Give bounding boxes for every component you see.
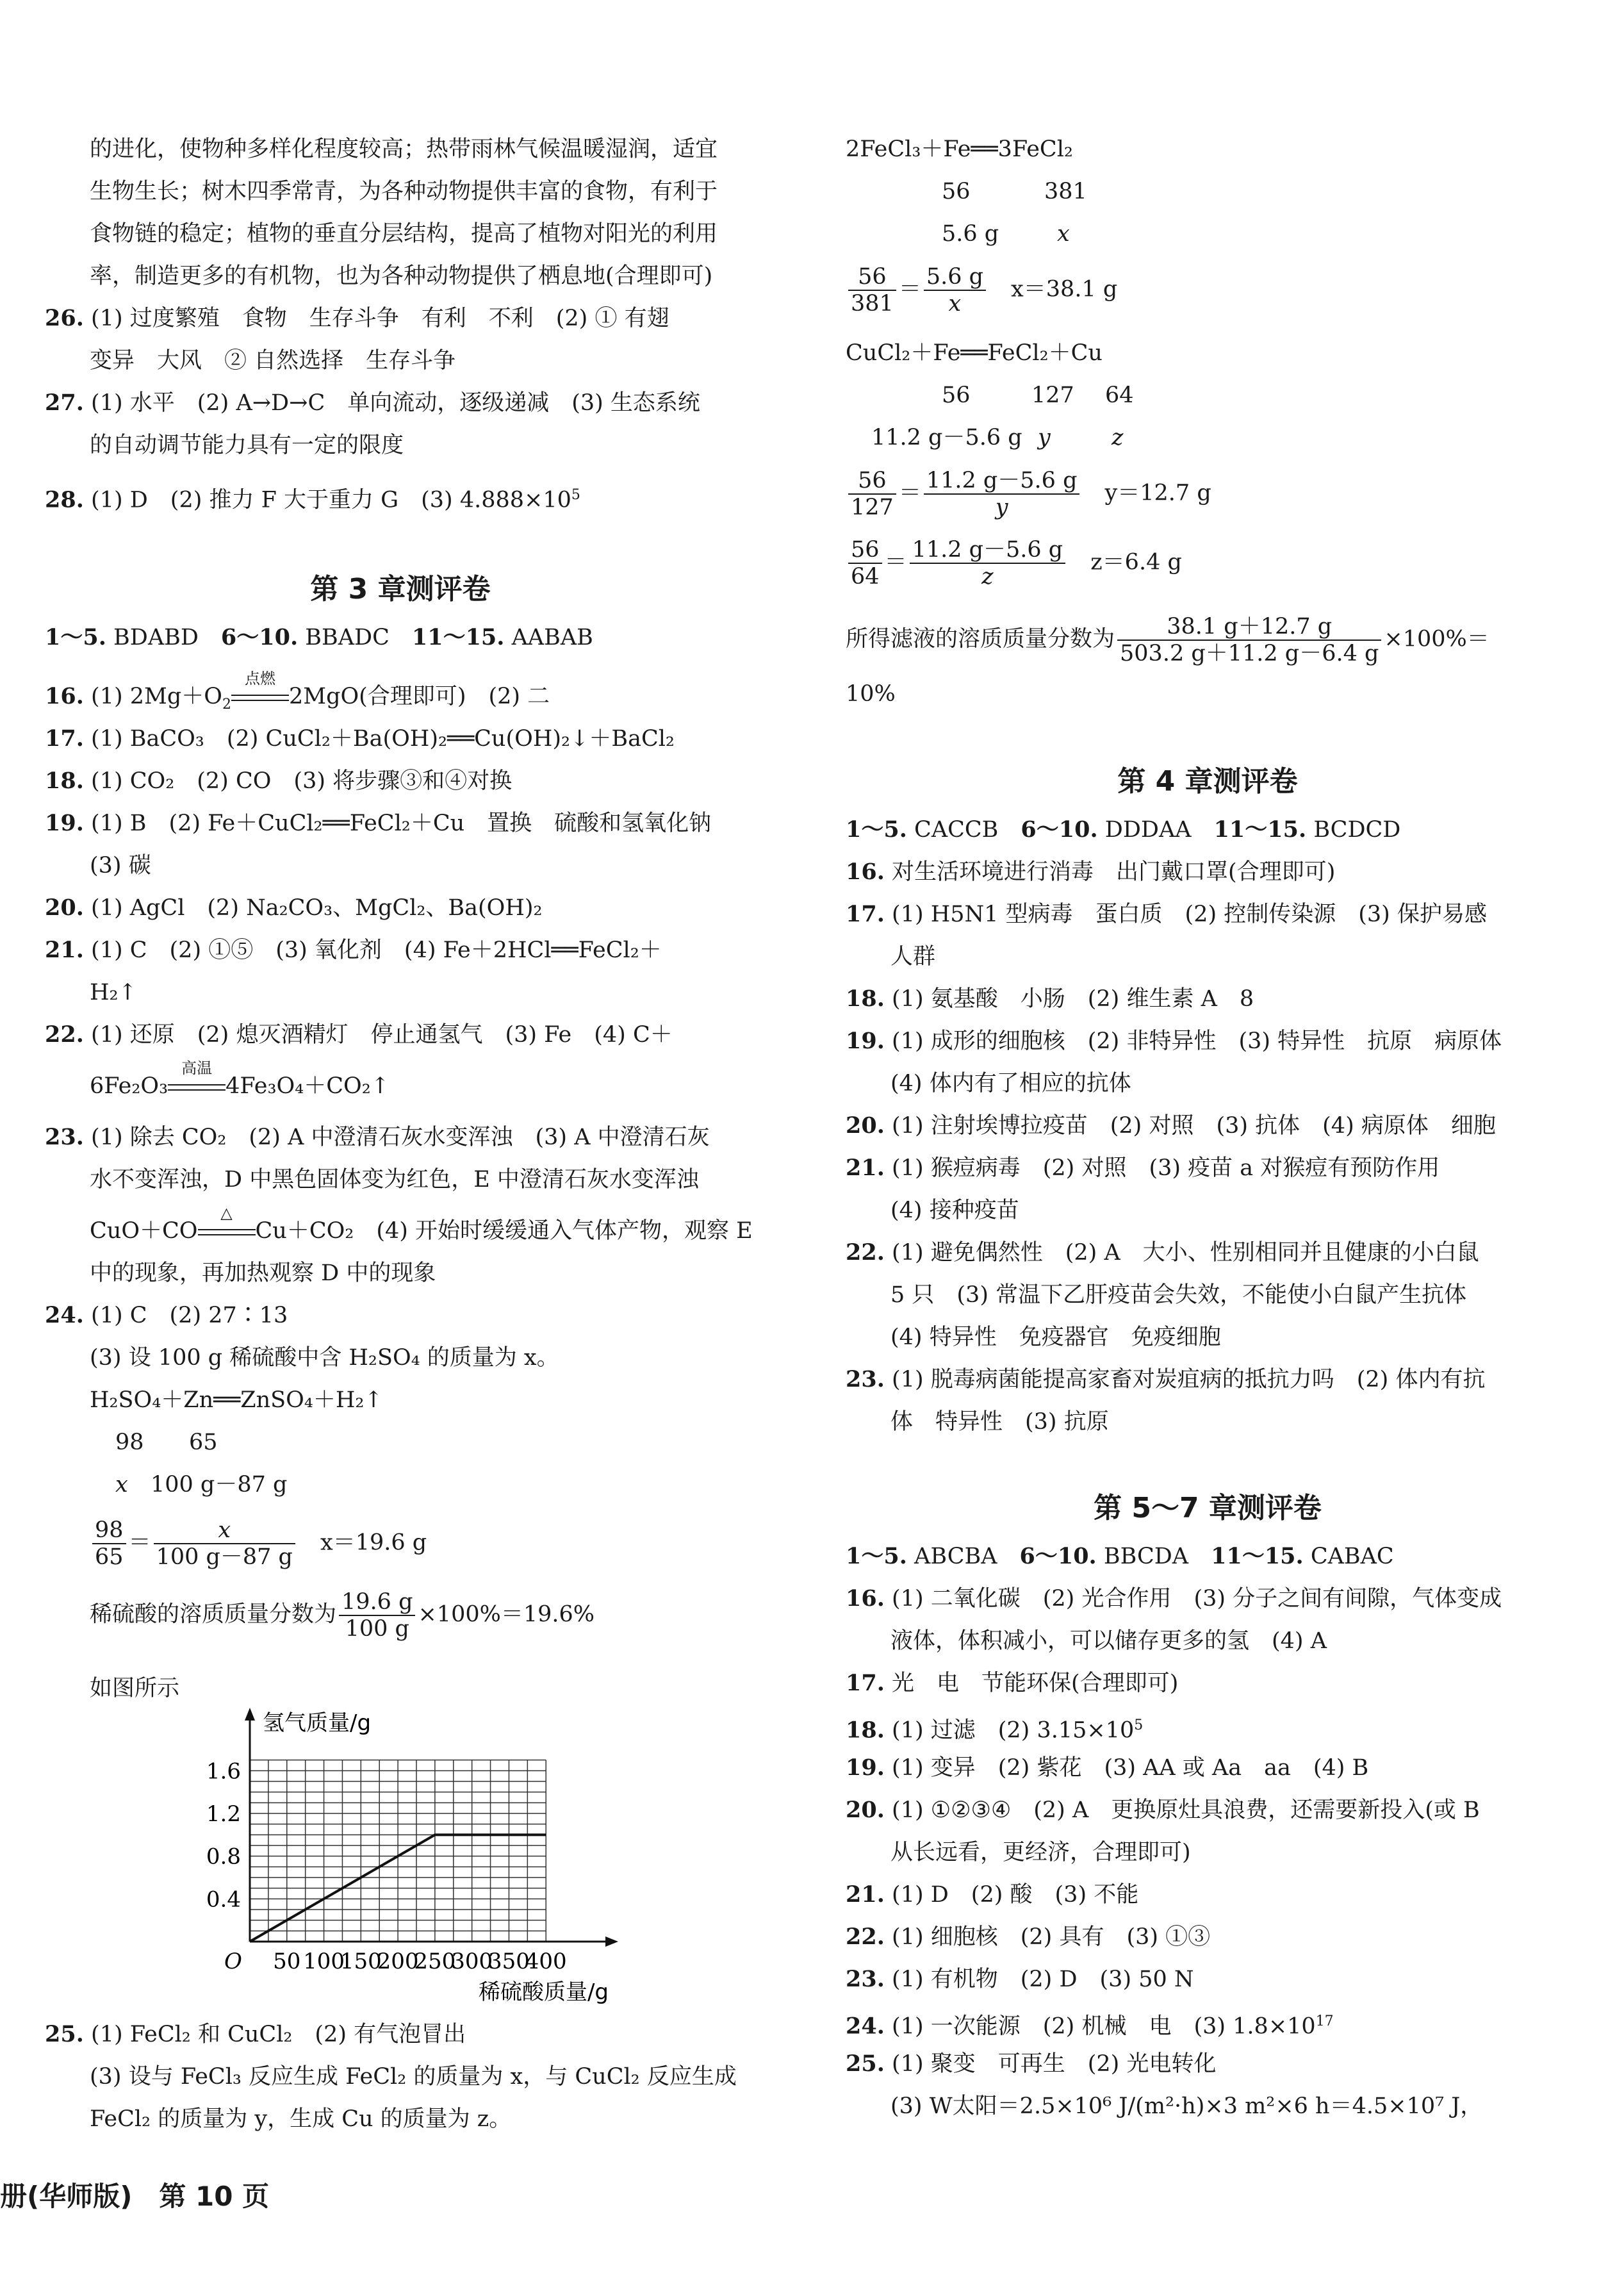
d16: 16. (1) 二氧化碳 (2) 光合作用 (3) 分子之间有间隙，气体变成 [846, 1585, 1502, 1612]
q24-d2: 65 [189, 1430, 218, 1455]
q23-condition: △ [198, 1215, 256, 1247]
d23: 23. (1) 有机物 (2) D (3) 50 N [846, 1966, 1194, 1992]
x-tick-label: 100 [303, 1949, 345, 1974]
x-tick-label: 400 [525, 1949, 567, 1974]
q23-a: (1) 除去 CO₂ (2) A 中澄清石灰水变浑浊 (3) A 中澄清石灰 [91, 1125, 710, 1150]
r-eq2: CuCl₂＋Fe══FeCl₂＋Cu [846, 340, 1103, 366]
q16-number: 16. [45, 683, 84, 709]
q20 [45, 892, 543, 924]
q21-number: 21. [45, 937, 84, 963]
r-eq2-v2: y [1038, 425, 1051, 450]
q24-number: 24. [45, 1302, 84, 1328]
q17-text: (1) BaCO₃ (2) CuCl₂＋Ba(OH)₂══Cu(OH)₂↓＋BaCl₂ [91, 726, 675, 752]
d21: 21. (1) D (2) 酸 (3) 不能 [846, 1881, 1139, 1908]
y-axis-label: 氢气质量/g [263, 1710, 372, 1736]
q16-b: 2MgO(合理即可) (2) 二 [288, 684, 550, 709]
q27 [45, 387, 700, 419]
c22-b: 5 只 (3) 常温下乙肝疫苗会失效，不能使小白鼠产生抗体 [890, 1282, 1467, 1308]
q24 [45, 1300, 288, 1332]
y-tick-label: 0.8 [206, 1844, 241, 1870]
c21-b: (4) 接种疫苗 [890, 1198, 1019, 1223]
y-tick-label: 1.6 [206, 1758, 241, 1785]
q25-a: (1) FeCl₂ 和 CuCl₂ (2) 有气泡冒出 [91, 2022, 466, 2047]
hydrogen-chart [179, 1710, 692, 2005]
q18 [45, 765, 512, 797]
x-tick-label: 50 [273, 1949, 301, 1974]
q23-b: 水不变浑浊，D 中黑色固体变为红色，E 中澄清石灰水变浑浊 [90, 1167, 699, 1193]
r-prop3: $\frac{56}{64}$ ＝ $\frac{11.2 g-5.6 g}{z}$ z＝6.4 g [846, 537, 1182, 590]
ch3-mc-ans-a: BDABD [113, 625, 199, 650]
r-eq1-v2: x [1057, 221, 1070, 247]
q23 [45, 1121, 710, 1153]
q23-number: 23. [45, 1124, 84, 1150]
q23-d: 中的现象，再加热观察 D 中的现象 [90, 1260, 436, 1286]
r-eq1-m1: 56 [942, 179, 971, 204]
d16-b: 液体，体积减小，可以储存更多的氢 (4) A [890, 1628, 1327, 1654]
q19-a: (1) B (2) Fe＋CuCl₂══FeCl₂＋Cu 置换 硫酸和氢氧化钠 [91, 811, 712, 836]
q26-number: 26. [45, 305, 84, 331]
q26 [45, 302, 669, 334]
c21: 21. (1) 猴痘病毒 (2) 对照 (3) 疫苗 a 对猴痘有预防作用 [846, 1155, 1440, 1181]
q26-line-a: (1) 过度繁殖 食物 生存斗争 有利 不利 (2) ① 有翅 [91, 306, 669, 331]
q19 [45, 807, 711, 839]
q20-number: 20. [45, 895, 84, 921]
d24: 24. (1) 一次能源 (2) 机械 电 (3) $1.8\times 10^{17}$ [846, 2013, 1334, 2040]
q18-number: 18. [45, 768, 84, 794]
ch3-mc-range-c: 11～15. [411, 624, 505, 650]
ch3-mc [45, 622, 593, 654]
q18-text: (1) CO₂ (2) CO (3) 将步骤③和④对换 [91, 768, 513, 794]
q28-number: 28. [45, 486, 84, 513]
y-tick-label: 1.2 [206, 1801, 241, 1827]
q28 [45, 479, 580, 516]
text-line: 率，制造更多的有机物，也为各种动物提供了栖息地(合理即可) [90, 263, 713, 289]
q28-sup: 5 [571, 487, 580, 503]
r-eq1-m2: 381 [1044, 179, 1087, 204]
c22: 22. (1) 避免偶然性 (2) A 大小、性别相同并且健康的小白鼠 [846, 1239, 1479, 1266]
c17-b: 人群 [890, 944, 936, 970]
q24-d1: 98 [115, 1430, 144, 1455]
q22-condition: 高温 [168, 1070, 226, 1102]
c16: 16. 对生活环境进行消毒 出门戴口罩(合理即可) [846, 859, 1336, 885]
q26-line-b: 变异 大风 ② 自然选择 生存斗争 [90, 348, 456, 374]
r-eq2-m1: 56 [942, 383, 971, 408]
x-axis-label: 稀硫酸质量/g [478, 1979, 609, 2005]
ch4-mc: 1～5. CACCB 6～10. DDDAA 11～15. BCDCD [846, 816, 1401, 843]
text-line: 的进化，使物种多样化程度较高；热带雨林气候温暖湿润，适宜 [90, 136, 718, 162]
q19-b: (3) 碳 [90, 853, 151, 879]
q25-number: 25. [45, 2021, 84, 2047]
ch3-mc-range-a: 1～5. [45, 624, 106, 650]
q22-number: 22. [45, 1021, 84, 1048]
x-tick-label: 250 [414, 1949, 456, 1974]
q24-fraction: 稀硫酸的溶质质量分数为 $\frac{19.6 g}{100 g}$ ×100%＝19.6% [90, 1589, 595, 1642]
q21 [45, 934, 662, 966]
q25-b: (3) 设与 FeCl₃ 反应生成 FeCl₂ 的质量为 x，与 CuCl₂ 反应生成 [90, 2064, 737, 2090]
d20: 20. (1) ①②③④ (2) A 更换原灶具浪费，还需要新投入(或 B [846, 1797, 1480, 1823]
r-eq1: 2FeCl₃＋Fe══3FeCl₂ [846, 136, 1073, 162]
x-tick-label: 150 [340, 1949, 382, 1974]
ch3-mc-ans-c: AABAB [511, 625, 593, 650]
q24-proportion: $\frac{98}{65}$ ＝ $\frac{x}{100 g-87 g}$ x＝19.6 g [90, 1517, 427, 1570]
x-tick-label: 300 [451, 1949, 493, 1974]
d19: 19. (1) 变异 (2) 紫花 (3) AA 或 Aa aa (4) B [846, 1754, 1369, 1781]
q16-condition: 点燃 [231, 681, 289, 713]
q24-e2: 100 g－87 g [151, 1472, 288, 1498]
q22 [45, 1019, 673, 1051]
text-line: 食物链的稳定；植物的垂直分层结构，提高了植物对阳光的利用 [90, 221, 718, 247]
c18: 18. (1) 氨基酸 小肠 (2) 维生素 A 8 [846, 986, 1254, 1012]
d17: 17. 光 电 节能环保(合理即可) [846, 1670, 1179, 1696]
x-axis-arrow [605, 1936, 618, 1947]
c19: 19. (1) 成形的细胞核 (2) 非特异性 (3) 特异性 抗原 病原体 [846, 1028, 1502, 1054]
q24-a: (1) C (2) 27∶13 [91, 1303, 288, 1328]
q16: 16. (1) $2Mg+O_2$ 点燃 2MgO(合理即可) (2) 二 [45, 670, 550, 713]
c23: 23. (1) 脱毒病菌能提高家畜对炭疽病的抵抗力吗 (2) 体内有抗 [846, 1366, 1486, 1392]
d20-b: 从长远看，更经济，合理即可) [890, 1840, 1191, 1865]
r-prop1: $\frac{56}{381}$ ＝ $\frac{5.6 g}{x}$ x＝38.1 g [846, 264, 1117, 317]
chapter-3-title: 第 3 章测评卷 [310, 573, 491, 606]
origin-label: O [224, 1949, 242, 1974]
r-result-value: 10% [846, 681, 896, 707]
q24-e1: x [115, 1472, 128, 1498]
r-eq1-v1: 5.6 g [942, 221, 999, 247]
c19-b: (4) 体内有了相应的抗体 [890, 1071, 1131, 1096]
q23-c: CuO＋CO △ Cu＋CO₂ (4) 开始时缓缓通入气体产物，观察 E [90, 1215, 753, 1247]
y-tick-label: 0.4 [206, 1886, 241, 1913]
c17: 17. (1) H5N1 型病毒 蛋白质 (2) 控制传染源 (3) 保护易感 [846, 901, 1487, 927]
r-eq2-v3: z [1111, 425, 1124, 450]
q20-text: (1) AgCl (2) Na₂CO₃、MgCl₂、Ba(OH)₂ [91, 895, 543, 921]
r-eq2-v1: 11.2 g－5.6 g [871, 425, 1022, 450]
ch3-mc-ans-b: BBADC [305, 625, 390, 650]
q25-c: FeCl₂ 的质量为 y，生成 Cu 的质量为 z。 [90, 2106, 512, 2132]
y-axis-arrow [245, 1708, 255, 1721]
q27-number: 27. [45, 390, 84, 416]
q27-line-b: 的自动调节能力具有一定的限度 [90, 433, 404, 458]
c20: 20. (1) 注射埃博拉疫苗 (2) 对照 (3) 抗体 (4) 病原体 细胞 [846, 1112, 1496, 1139]
q22-a: (1) 还原 (2) 熄灭酒精灯 停止通氢气 (3) Fe (4) C＋ [91, 1022, 673, 1048]
chapter-5-7-title: 第 5～7 章测评卷 [1094, 1492, 1322, 1524]
q21-b: H₂↑ [90, 980, 137, 1005]
q17 [45, 723, 675, 755]
text-line: 生物生长；树木四季常青，为各种动物提供丰富的食物，有利于 [90, 179, 718, 204]
ch3-mc-range-b: 6～10. [220, 624, 299, 650]
page-footer: 册(华师版) 第 10 页 [0, 2181, 270, 2212]
chapter-4-title: 第 4 章测评卷 [1117, 765, 1298, 798]
r-result: 所得滤液的溶质质量分数为 $\frac{38.1 g+12.7 g}{503.2 g+11.2 g-6.4 g}$ ×100%＝ [846, 614, 1489, 666]
q21-a: (1) C (2) ①⑤ (3) 氧化剂 (4) Fe＋2HCl══FeCl₂＋ [91, 937, 662, 963]
q27-line-a: (1) 水平 (2) A→D→C 单向流动，逐级递减 (3) 生态系统 [91, 390, 700, 416]
r-eq2-m3: 64 [1105, 383, 1134, 408]
q16-a: (1) 2Mg＋O [91, 684, 222, 709]
q19-number: 19. [45, 810, 84, 836]
x-tick-label: 200 [377, 1949, 419, 1974]
d25-b: (3) W太阳＝2.5×10⁶ J/(m²·h)×3 m²×6 h＝4.5×10⁷ J， [890, 2093, 1483, 2119]
q24-c: H₂SO₄＋Zn══ZnSO₄＋H₂↑ [90, 1387, 383, 1413]
q24-b: (3) 设 100 g 稀硫酸中含 H₂SO₄ 的质量为 x。 [90, 1345, 559, 1371]
r-prop2: $\frac{56}{127}$ ＝ $\frac{11.2 g-5.6 g}{y}$ y＝12.7 g [846, 468, 1211, 520]
q17-number: 17. [45, 725, 84, 752]
c23-b: 体 特异性 (3) 抗原 [890, 1409, 1109, 1435]
d22: 22. (1) 细胞核 (2) 具有 (3) ①③ [846, 1924, 1211, 1950]
d18: 18. (1) 过滤 (2) $3.15\times 10^5$ [846, 1717, 1144, 1744]
ch57-mc: 1～5. ABCBA 6～10. BBCDA 11～15. CABAC [846, 1543, 1394, 1569]
x-tick-label: 350 [488, 1949, 530, 1974]
q22-b: 6Fe₂O₃ 高温 4Fe₃O₄＋CO₂↑ [90, 1070, 390, 1102]
d25: 25. (1) 聚变 可再生 (2) 光电转化 [846, 2051, 1217, 2077]
q28-line: (1) D (2) 推力 F 大于重力 G (3) 4.888×10 [91, 487, 571, 513]
r-eq2-m2: 127 [1031, 383, 1074, 408]
q24-h: 如图所示 [90, 1676, 180, 1701]
c22-c: (4) 特异性 免疫器官 免疫细胞 [890, 1325, 1221, 1350]
q25 [45, 2018, 466, 2051]
